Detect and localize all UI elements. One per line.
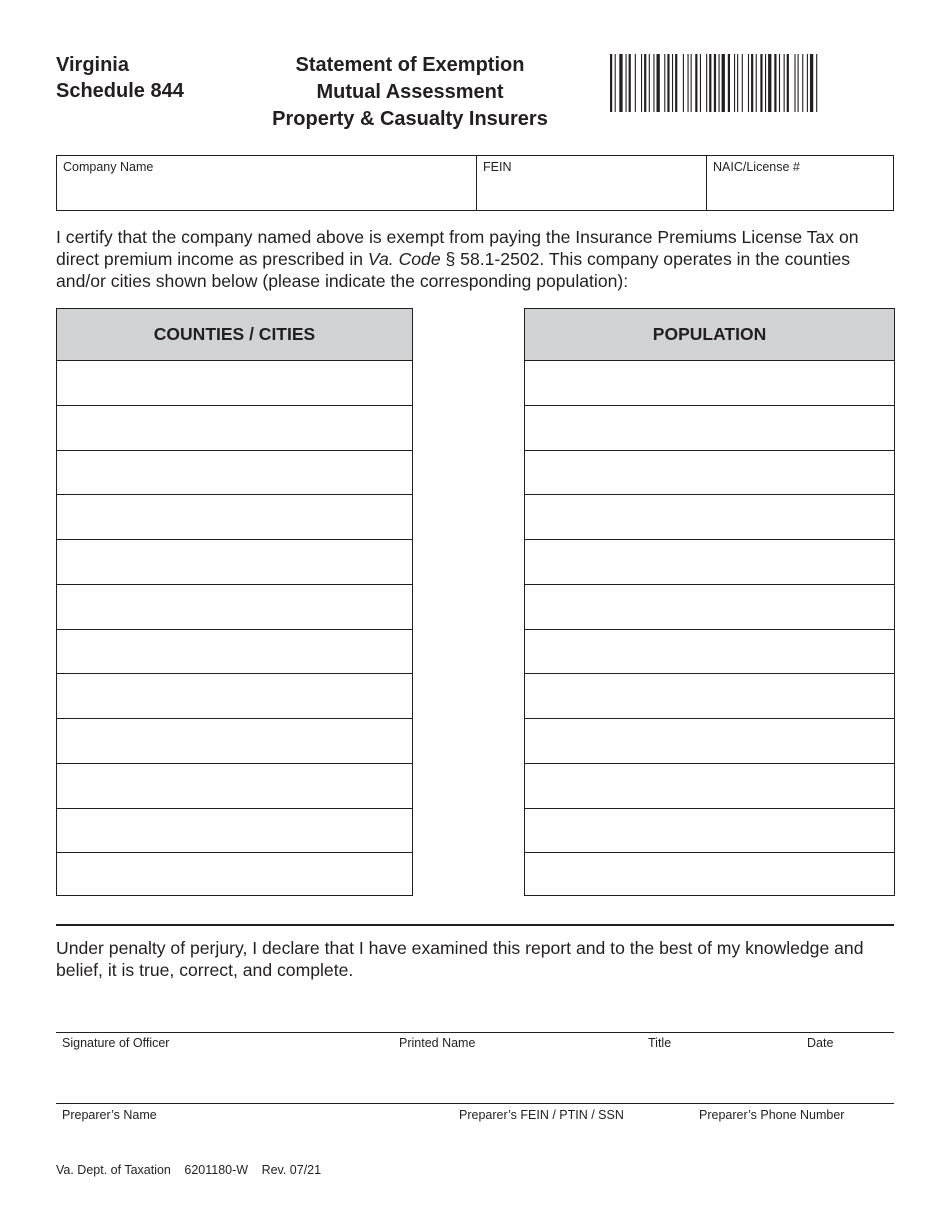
population-row — [525, 853, 894, 898]
perjury-declaration: Under penalty of perjury, I declare that I have examined this report and to the best of my knowledge and belief, it is true, correct, and complete. — [56, 938, 864, 980]
naic-cell — [706, 156, 893, 210]
barcode-icon — [610, 54, 894, 112]
signature-line — [56, 1032, 894, 1033]
population-input[interactable] — [531, 768, 892, 804]
printed-name-label: Printed Name — [399, 1036, 476, 1050]
state-name: Virginia — [56, 54, 129, 76]
population-input[interactable] — [531, 634, 892, 670]
population-row — [525, 540, 894, 585]
population-row — [525, 674, 894, 719]
county-city-input[interactable] — [63, 723, 410, 759]
population-row — [525, 495, 894, 540]
fein-label: FEIN — [483, 160, 512, 174]
population-input[interactable] — [531, 678, 892, 714]
county-city-input[interactable] — [63, 544, 410, 580]
footer-form-number: 6201180-W — [184, 1163, 249, 1177]
title-line-2: Mutual Assessment — [316, 81, 504, 103]
county-city-row — [57, 853, 412, 898]
population-row — [525, 585, 894, 630]
company-name-label: Company Name — [63, 160, 154, 174]
date-label: Date — [807, 1036, 834, 1050]
title-line-1: Statement of Exemption — [295, 54, 525, 76]
form-state-heading — [56, 52, 184, 104]
page-title — [250, 52, 570, 133]
section-divider — [56, 924, 894, 926]
certification-part-1: I certify that the company named above is exempt from paying the Insurance Premiums License Tax on direct premium income as prescribed in — [56, 227, 859, 269]
title-label: Title — [648, 1036, 672, 1050]
county-city-row — [57, 630, 412, 675]
certification-code-ref: Va. Code — [367, 249, 441, 269]
county-city-row — [57, 719, 412, 764]
county-city-row — [57, 495, 412, 540]
county-city-input[interactable] — [63, 365, 410, 401]
title-line-3: Property & Casualty Insurers — [272, 108, 548, 130]
footer-revision: Rev. 07/21 — [261, 1163, 322, 1177]
preparer-name-label: Preparer’s Name — [62, 1108, 157, 1122]
fein-input[interactable] — [483, 189, 700, 207]
footer-dept: Va. Dept. of Taxation — [56, 1163, 171, 1177]
population-input[interactable] — [531, 455, 892, 491]
population-rows — [525, 361, 894, 898]
certification-text — [56, 226, 896, 292]
preparer-fein-label: Preparer’s FEIN / PTIN / SSN — [459, 1108, 624, 1122]
company-name-cell — [57, 156, 476, 210]
population-input[interactable] — [531, 857, 892, 894]
county-city-row — [57, 674, 412, 719]
county-city-input[interactable] — [63, 634, 410, 670]
counties-header: COUNTIES / CITIES — [57, 309, 412, 361]
population-table — [524, 308, 895, 896]
county-city-row — [57, 540, 412, 585]
company-info-box — [56, 155, 894, 211]
counties-rows — [57, 361, 412, 898]
county-city-row — [57, 764, 412, 809]
population-input[interactable] — [531, 589, 892, 625]
county-city-input[interactable] — [63, 768, 410, 804]
fein-cell — [476, 156, 706, 210]
form-footer — [56, 1163, 321, 1177]
naic-label: NAIC/License # — [713, 160, 800, 174]
population-input[interactable] — [531, 544, 892, 580]
company-name-input[interactable] — [63, 189, 470, 207]
county-city-input[interactable] — [63, 455, 410, 491]
county-city-row — [57, 406, 412, 451]
population-input[interactable] — [531, 365, 892, 401]
population-input[interactable] — [531, 723, 892, 759]
population-row — [525, 406, 894, 451]
population-row — [525, 809, 894, 854]
county-city-input[interactable] — [63, 813, 410, 849]
county-city-row — [57, 809, 412, 854]
schedule-number: Schedule 844 — [56, 80, 184, 102]
counties-table — [56, 308, 413, 896]
preparer-line — [56, 1103, 894, 1104]
county-city-input[interactable] — [63, 410, 410, 446]
population-row — [525, 361, 894, 406]
signature-of-officer-label: Signature of Officer — [62, 1036, 170, 1050]
county-city-input[interactable] — [63, 499, 410, 535]
county-city-row — [57, 451, 412, 496]
county-city-input[interactable] — [63, 857, 410, 894]
population-header: POPULATION — [525, 309, 894, 361]
county-city-row — [57, 361, 412, 406]
population-row — [525, 764, 894, 809]
population-row — [525, 719, 894, 764]
county-city-row — [57, 585, 412, 630]
population-input[interactable] — [531, 499, 892, 535]
county-city-input[interactable] — [63, 589, 410, 625]
certification-part-2: § 58.1-2502. This company operates in the counties and/or cities shown below (please indicate the corresponding population): — [56, 249, 851, 291]
population-row — [525, 630, 894, 675]
naic-input[interactable] — [713, 189, 887, 207]
population-row — [525, 451, 894, 496]
population-input[interactable] — [531, 813, 892, 849]
county-city-input[interactable] — [63, 678, 410, 714]
preparer-phone-label: Preparer’s Phone Number — [699, 1108, 845, 1122]
population-input[interactable] — [531, 410, 892, 446]
